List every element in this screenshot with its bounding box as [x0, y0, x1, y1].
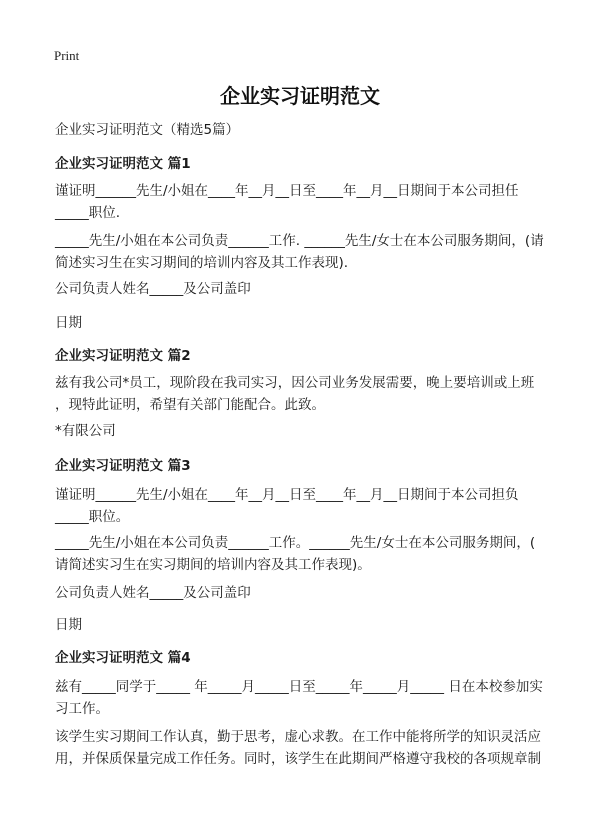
- paragraph-line: 兹有_____同学于_____ 年_____月_____日至_____年_____月_____ 日在本校参加实: [55, 679, 543, 695]
- paragraph: [55, 372, 555, 416]
- paragraph: [55, 484, 555, 528]
- paragraph-line: 日期: [55, 617, 82, 633]
- paragraph-line: 简述实习生在实习期间的培训内容及其工作表现).: [55, 255, 349, 271]
- paragraph-line: 该学生实习期间工作认真，勤于思考，虚心求教。在工作中能将所学的知识灵活应: [55, 729, 541, 745]
- paragraph-line: 公司负责人姓名_____及公司盖印: [55, 585, 251, 601]
- paragraph-line: _____先生/小姐在本公司负责______工作。______先生/女士在本公司服务期间，(: [55, 535, 536, 551]
- paragraph-line: 日期: [55, 315, 82, 331]
- paragraph-line: 公司负责人姓名_____及公司盖印: [55, 281, 251, 297]
- paragraph-line: 谨证明______先生/小姐在____年__月__日至____年__月__日期间于本公司担负: [55, 487, 519, 503]
- paragraph-line: ，现特此证明，希望有关部门能配合。此致。: [55, 397, 325, 413]
- paragraph-line: 谨证明______先生/小姐在____年__月__日至____年__月__日期间于本公司担任: [55, 183, 519, 199]
- document-subtitle: 企业实习证明范文（精选5篇）: [55, 122, 240, 138]
- paragraph-line: 习工作。: [55, 701, 109, 717]
- paragraph-line: 用，并保质保量完成工作任务。同时，该学生在此期间严格遵守我校的各项规章制: [55, 751, 541, 767]
- paragraph: [55, 614, 555, 636]
- paragraph: [55, 420, 555, 442]
- section-heading: 企业实习证明范文 篇1: [55, 156, 191, 172]
- section-heading: 企业实习证明范文 篇2: [55, 348, 191, 364]
- paragraph: [55, 278, 555, 300]
- paragraph-line: *有限公司: [55, 423, 116, 439]
- print-label[interactable]: Print: [54, 48, 80, 63]
- paragraph-line: _____职位.: [55, 205, 121, 221]
- paragraph: [55, 312, 555, 334]
- page-title: 企业实习证明范文: [220, 84, 380, 108]
- paragraph: [55, 726, 555, 770]
- paragraph-line: _____职位。: [55, 509, 130, 525]
- section-heading: 企业实习证明范文 篇3: [55, 458, 191, 474]
- paragraph-line: 兹有我公司*员工，现阶段在我司实习，因公司业务发展需要，晚上要培训或上班: [55, 375, 535, 391]
- paragraph-line: 请简述实习生在实习期间的培训内容及其工作表现)。: [55, 557, 371, 573]
- section-heading: 企业实习证明范文 篇4: [55, 650, 191, 666]
- paragraph: [55, 230, 555, 274]
- paragraph: [55, 582, 555, 604]
- paragraph: [55, 676, 555, 720]
- paragraph-line: _____先生/小姐在本公司负责______工作. ______先生/女士在本公司服务期间，(请: [55, 233, 544, 249]
- paragraph: [55, 532, 555, 576]
- paragraph: [55, 180, 555, 224]
